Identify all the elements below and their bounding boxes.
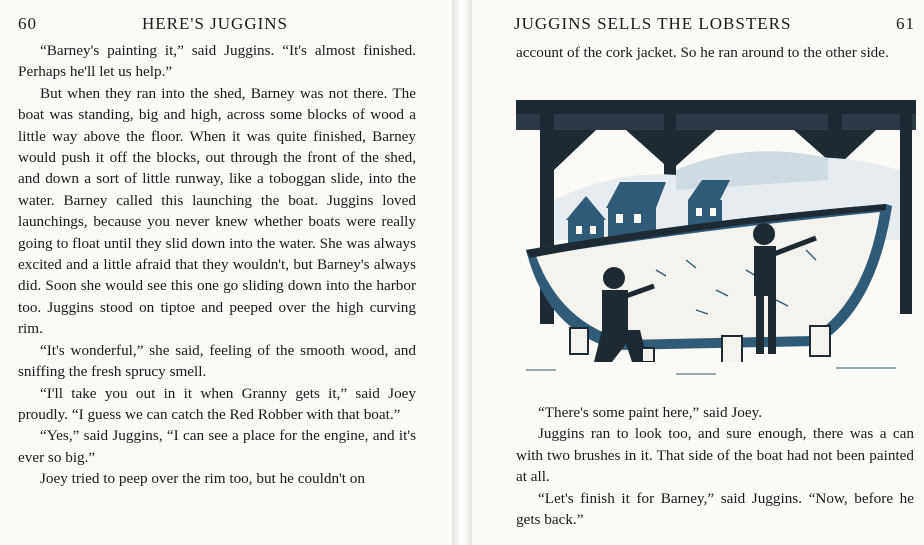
- right-page: [472, 0, 924, 545]
- paragraph: “I'll take you out in it when Granny gets it,” said Joey proudly. “I guess we can catch the Red Robber with that boat.”: [18, 384, 416, 423]
- paragraph: Juggins ran to look too, and sure enough, there was a can with two brushes in it. That side of the boat had not been painted at all.: [516, 425, 914, 486]
- paragraph: “Let's finish it for Barney,” said Juggins. “Now, before he gets back.”: [516, 489, 914, 529]
- left-page: [0, 0, 452, 545]
- paragraph: “There's some paint here,” said Joey.: [538, 404, 762, 421]
- left-page-text: [18, 40, 416, 490]
- boat-shed-illustration: [516, 100, 916, 386]
- paragraph: “It's wonderful,” she said, feeling of the smooth wood, and sniffing the fresh sprucy smell.: [18, 341, 416, 381]
- paragraph: But when they ran into the shed, Barney was not there. The boat was standing, big and high, across some blocks of wood a little way above the floor. When it was quite finished, Barney would push it off the blocks, out through the front of the shed, and down a sort of little runway, like a toboggan slide, into the water. Barney called this launching the boat. Juggins loved launchings, because you never knew whether boats were really going to float until they slid down into the water. She was always excited and a little afraid that they wouldn't, but Barney's always did. Soon she would see this one go sliding down into the harbor too. Juggins stood on tiptoe and peeped over the high curving rim.: [18, 84, 416, 338]
- paragraph: “Barney's painting it,” said Juggins. “It's almost finished. Perhaps he'll let us help.”: [18, 42, 416, 81]
- right-page-bottom-text: [516, 402, 914, 530]
- running-head-right: JUGGINS SELLS THE LOBSTERS: [514, 14, 792, 33]
- paragraph: account of the cork jacket. So he ran around to the other side.: [516, 44, 889, 61]
- page-number-left: 60: [18, 14, 37, 33]
- paragraph: “Yes,” said Juggins, “I can see a place for the engine, and it's ever so big.”: [18, 427, 416, 466]
- page-number-right: 61: [896, 14, 915, 33]
- right-page-top-text: [516, 42, 914, 63]
- running-head-left: HERE'S JUGGINS: [142, 14, 288, 33]
- paragraph: Joey tried to peep over the rim too, but he couldn't on: [40, 470, 365, 488]
- book-gutter: [452, 0, 472, 545]
